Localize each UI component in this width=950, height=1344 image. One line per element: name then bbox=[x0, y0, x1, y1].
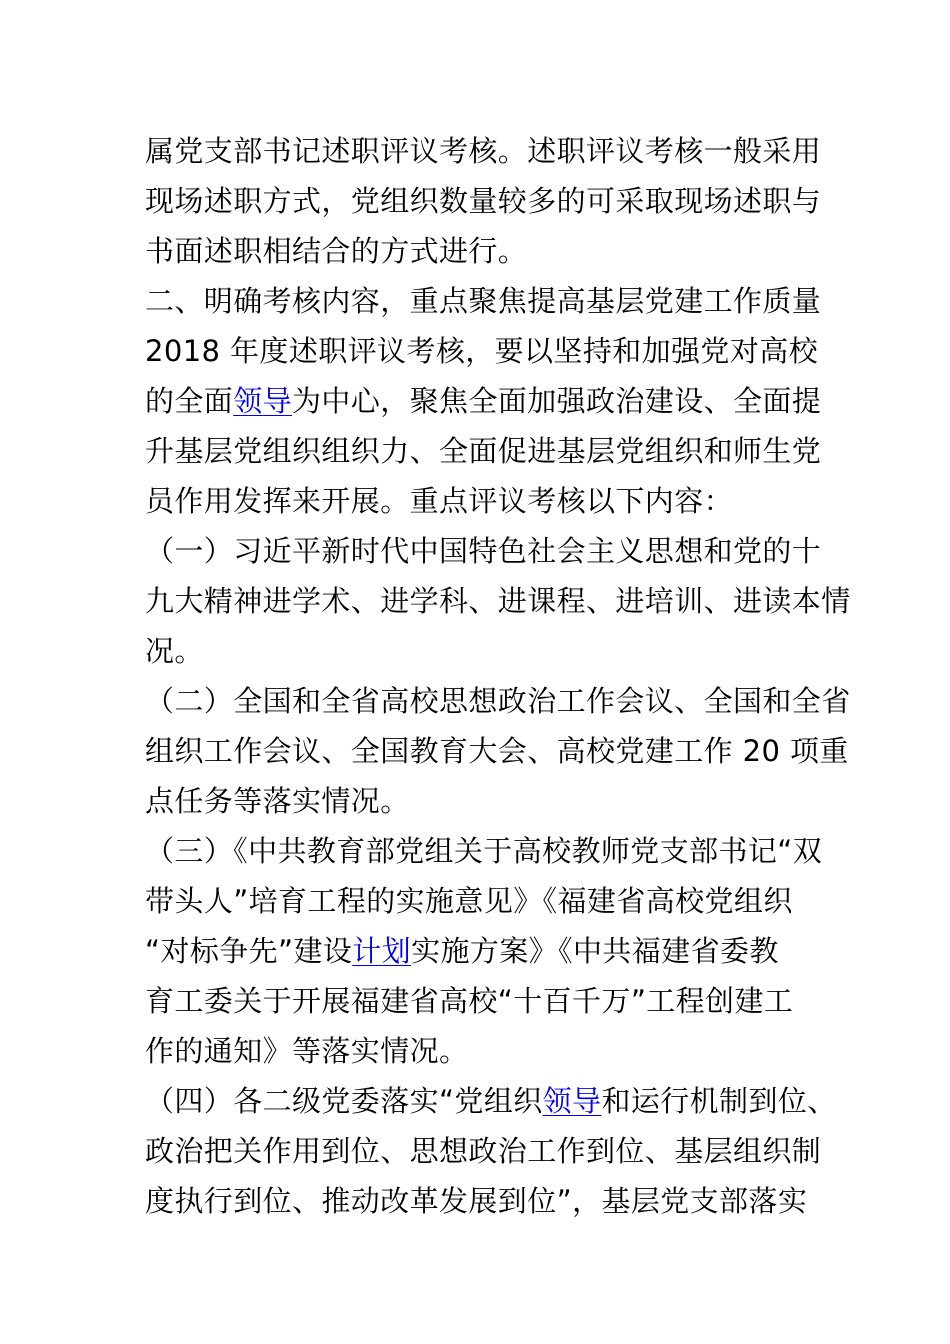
text-line bbox=[145, 776, 815, 826]
text-line bbox=[145, 576, 851, 626]
text-run: 度执行到位、推动改革发展到位”，基层党支部落实 bbox=[145, 1184, 808, 1218]
text-line bbox=[145, 476, 815, 526]
text-line bbox=[145, 126, 822, 176]
text-run: 作的通知》等落实情况。 bbox=[145, 1034, 469, 1068]
link-lingdao-2[interactable]: 领导 bbox=[542, 1084, 602, 1118]
text-run: 点任务等落实情况。 bbox=[145, 784, 410, 818]
text-line bbox=[145, 176, 822, 226]
link-lingdao[interactable]: 领导 bbox=[233, 384, 293, 418]
text-line bbox=[145, 376, 822, 426]
text-run: 况。 bbox=[145, 634, 204, 668]
list-item-1 bbox=[145, 526, 822, 576]
text-run: 和运行机制到位、 bbox=[601, 1084, 837, 1118]
link-jihua[interactable]: 计划 bbox=[352, 934, 412, 968]
list-item-4 bbox=[145, 1076, 837, 1126]
text-run: 二、明确考核内容，重点聚焦提高基层党建工作质量 bbox=[145, 284, 822, 318]
text-run: 书面述职相结合的方式进行。 bbox=[145, 234, 528, 268]
text-run: 属党支部书记述职评议考核。述职评议考核一般采用 bbox=[145, 134, 822, 168]
text-line bbox=[145, 426, 822, 476]
text-run: 2018 年度述职评议考核，要以坚持和加强党对高校 bbox=[145, 334, 819, 368]
text-line bbox=[145, 1126, 822, 1176]
text-run: 为中心，聚焦全面加强政治建设、全面提 bbox=[292, 384, 822, 418]
text-run: 实施方案》《中共福建省委教 bbox=[411, 934, 779, 968]
text-line bbox=[145, 1026, 815, 1076]
text-run: （一）习近平新时代中国特色社会主义思想和党的十 bbox=[145, 534, 822, 568]
text-line bbox=[145, 626, 815, 676]
text-run: （二）全国和全省高校思想政治工作会议、全国和全省 bbox=[145, 684, 851, 718]
text-run: 政治把关作用到位、思想政治工作到位、基层组织制 bbox=[145, 1134, 822, 1168]
text-run: 现场述职方式，党组织数量较多的可采取现场述职与 bbox=[145, 184, 822, 218]
text-run: “对标争先”建设 bbox=[145, 934, 353, 968]
list-item-2 bbox=[145, 676, 851, 726]
text-line bbox=[145, 976, 815, 1026]
text-run: 升基层党组织组织力、全面促进基层党组织和师生党 bbox=[145, 434, 822, 468]
section-heading bbox=[145, 276, 822, 326]
text-run: （四）各二级党委落实“党组织 bbox=[145, 1084, 543, 1118]
text-line bbox=[145, 926, 815, 976]
text-run: （三）《中共教育部党组关于高校教师党支部书记“双 bbox=[145, 834, 823, 868]
document-body bbox=[145, 126, 851, 1226]
text-line bbox=[145, 876, 815, 926]
text-run: 育工委关于开展福建省高校“十百千万”工程创建工 bbox=[145, 984, 794, 1018]
text-run: 九大精神进学术、进学科、进课程、进培训、进读本情 bbox=[145, 584, 851, 618]
text-run: 员作用发挥来开展。重点评议考核以下内容： bbox=[145, 484, 734, 518]
text-line bbox=[145, 1176, 815, 1226]
text-line bbox=[145, 726, 849, 776]
list-item-3 bbox=[145, 826, 823, 876]
text-run: 组织工作会议、全国教育大会、高校党建工作 20 项重 bbox=[145, 734, 849, 768]
text-run: 的全面 bbox=[145, 384, 234, 418]
text-line bbox=[145, 226, 815, 276]
text-line bbox=[145, 326, 819, 376]
text-run: 带头人”培育工程的实施意见》《福建省高校党组织 bbox=[145, 884, 793, 918]
